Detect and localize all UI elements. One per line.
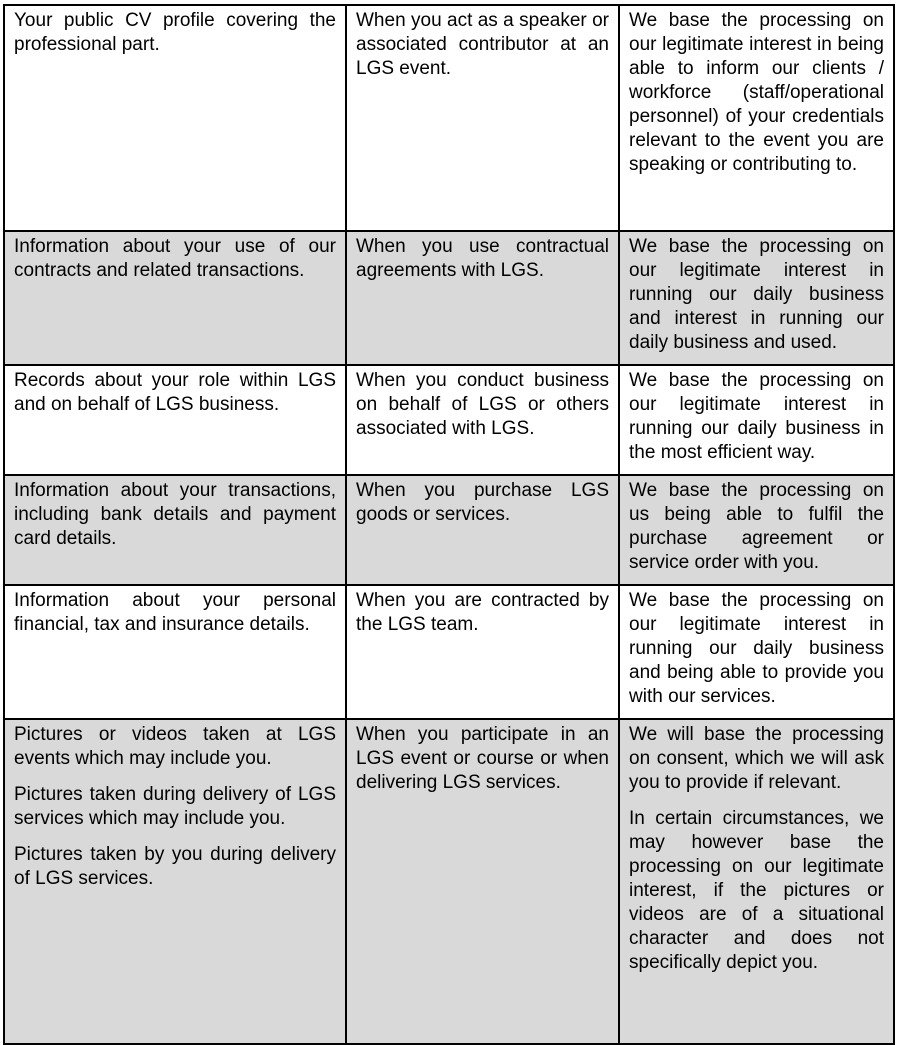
table-row [4,5,894,231]
collection-context-cell [346,475,619,585]
legal-basis-cell [619,719,894,1044]
cell-text: When you use contractual agreements with LGS. [356,236,609,281]
collection-context-cell [346,5,619,231]
cell-text: In certain circumstances, we may however base the processing on our legitimate interest, if the pictures or videos are of a situational character and does not specifically depict you. [629,808,884,973]
cell-text: We base the processing on our legitimate interest in being able to inform our clients / workforce (staff/operational personnel) of your credentials relevant to the event you are speaking or contributing to. [629,10,884,175]
table-row [4,475,894,585]
table-row [4,231,894,365]
legal-basis-cell [619,5,894,231]
cell-text: Records about your role within LGS and on behalf of LGS business. [14,370,336,415]
personal-data-cell [4,719,346,1044]
cell-text: Pictures or videos taken at LGS events which may include you. [14,724,336,769]
cell-text: Information about your personal financial, tax and insurance details. [14,590,336,635]
table-row [4,719,894,1044]
collection-context-cell [346,585,619,719]
cell-text: Pictures taken during delivery of LGS services which may include you. [14,784,336,829]
cell-text: We base the processing on our legitimate interest in running our daily business in the most efficient way. [629,370,884,463]
cell-text: Information about your use of our contracts and related transactions. [14,236,336,281]
cell-text: When you participate in an LGS event or course or when delivering LGS services. [356,724,609,793]
personal-data-cell [4,585,346,719]
table-row [4,365,894,475]
cell-text: We base the processing on our legitimate interest in running our daily business and being able to provide you with our services. [629,590,884,707]
legal-basis-cell [619,365,894,475]
cell-text: We base the processing on us being able to fulfil the purchase agreement or service order with you. [629,480,884,573]
collection-context-cell [346,719,619,1044]
cell-text: Pictures taken by you during delivery of LGS services. [14,844,336,889]
personal-data-cell [4,5,346,231]
cell-text: We base the processing on our legitimate interest in running our daily business and interest in running our daily business and used. [629,236,884,353]
legal-basis-cell [619,475,894,585]
collection-context-cell [346,231,619,365]
cell-text: When you purchase LGS goods or services. [356,480,609,525]
personal-data-cell [4,231,346,365]
table-row [4,585,894,719]
cell-text: We will base the processing on consent, which we will ask you to provide if relevant. [629,724,884,793]
cell-text: When you act as a speaker or associated contributor at an LGS event. [356,10,609,79]
cell-text: When you conduct business on behalf of LGS or others associated with LGS. [356,370,609,439]
cell-text: Your public CV profile covering the professional part. [14,10,336,55]
personal-data-cell [4,475,346,585]
legal-basis-cell [619,231,894,365]
cell-text: When you are contracted by the LGS team. [356,590,609,635]
personal-data-cell [4,365,346,475]
collection-context-cell [346,365,619,475]
data-processing-table [3,4,895,1045]
legal-basis-cell [619,585,894,719]
cell-text: Information about your transactions, including bank details and payment card details. [14,480,336,549]
